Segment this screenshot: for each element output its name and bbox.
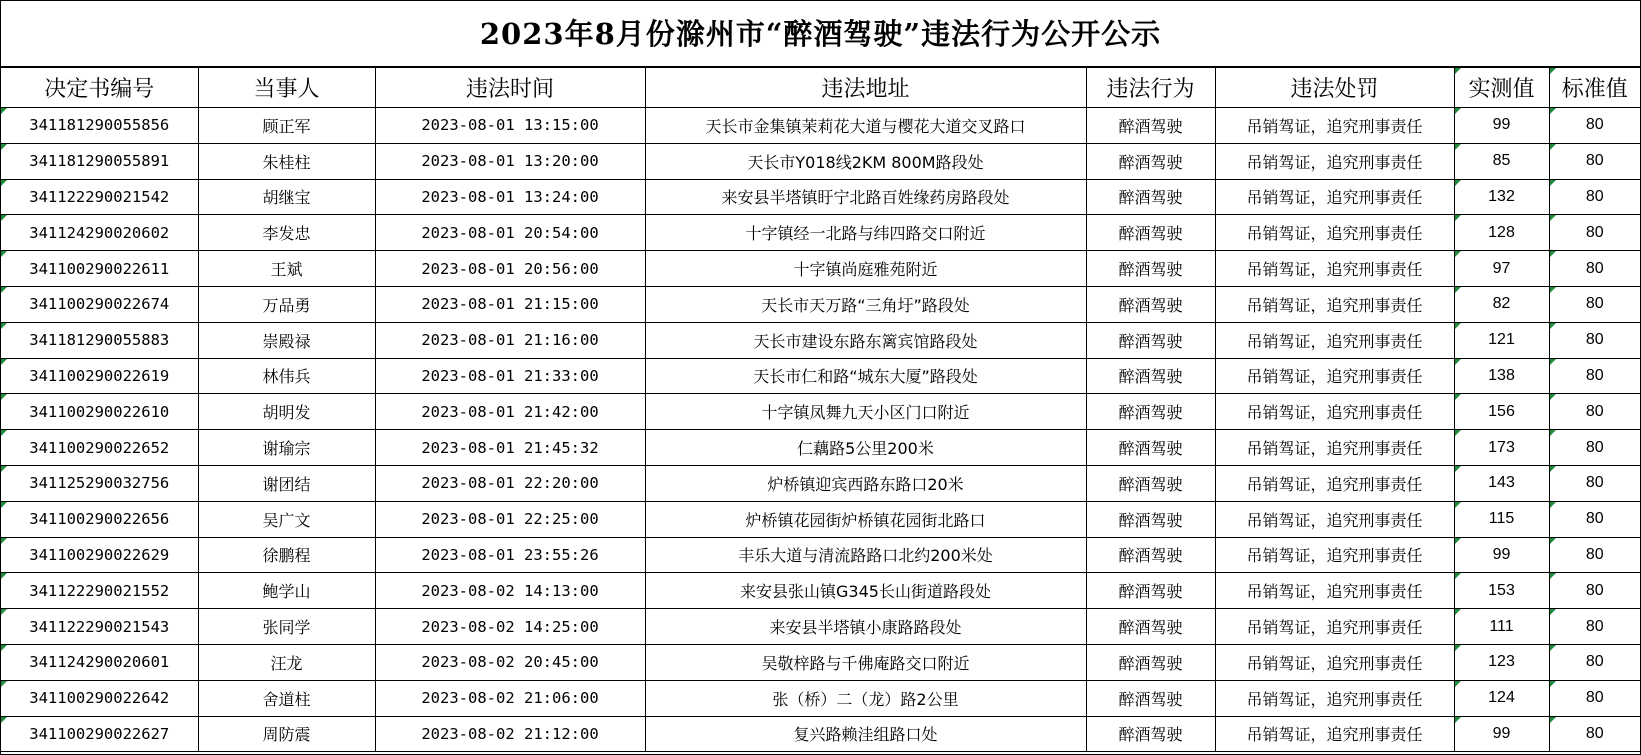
header-violation-time[interactable]: 违法时间	[375, 68, 645, 108]
table-row	[1, 215, 1640, 251]
violation-behavior-cell[interactable]: 醉酒驾驶	[1086, 501, 1215, 537]
violation-time-cell[interactable]: 2023-08-01 13:24:00	[375, 179, 645, 215]
violation-behavior-cell[interactable]: 醉酒驾驶	[1086, 286, 1215, 322]
measured-value-cell[interactable]: 132	[1454, 179, 1549, 215]
violation-time-cell[interactable]: 2023-08-01 22:20:00	[375, 465, 645, 501]
standard-value-cell[interactable]: 80	[1549, 322, 1640, 358]
violation-address-cell[interactable]: 复兴路赖洼组路口处	[645, 716, 1086, 752]
standard-value-cell[interactable]: 80	[1549, 358, 1640, 394]
table-row	[1, 680, 1640, 716]
violation-behavior-cell[interactable]: 醉酒驾驶	[1086, 322, 1215, 358]
party-cell[interactable]: 周防震	[198, 716, 375, 752]
violation-behavior-cell[interactable]: 醉酒驾驶	[1086, 644, 1215, 680]
penalty-cell[interactable]: 吊销驾证，追究刑事责任	[1215, 286, 1454, 322]
table-row	[1, 286, 1640, 322]
measured-value-cell[interactable]: 115	[1454, 501, 1549, 537]
table-row	[1, 358, 1640, 394]
violation-address-cell[interactable]: 天长市天万路“三角圩”路段处	[645, 286, 1086, 322]
standard-value-cell[interactable]: 80	[1549, 143, 1640, 179]
decision-number-cell[interactable]: 341122290021552	[1, 573, 198, 609]
penalty-cell[interactable]: 吊销驾证，追究刑事责任	[1215, 143, 1454, 179]
party-cell[interactable]: 徐鹏程	[198, 537, 375, 573]
decision-number-cell[interactable]: 341181290055856	[1, 108, 198, 144]
decision-number-cell[interactable]: 341100290022674	[1, 286, 198, 322]
violation-address-cell[interactable]: 十字镇凤舞九天小区门口附近	[645, 394, 1086, 430]
standard-value-cell[interactable]: 80	[1549, 394, 1640, 430]
violation-address-cell[interactable]: 十字镇经一北路与纬四路交口附近	[645, 215, 1086, 251]
violation-behavior-cell[interactable]: 醉酒驾驶	[1086, 215, 1215, 251]
violations-table	[1, 67, 1640, 752]
decision-number-cell[interactable]: 341100290022619	[1, 358, 198, 394]
measured-value-cell[interactable]: 143	[1454, 465, 1549, 501]
party-cell[interactable]: 胡继宝	[198, 179, 375, 215]
measured-value-cell[interactable]: 124	[1454, 680, 1549, 716]
violation-address-cell[interactable]: 天长市金集镇茉莉花大道与樱花大道交叉路口	[645, 108, 1086, 144]
penalty-cell[interactable]: 吊销驾证，追究刑事责任	[1215, 430, 1454, 466]
table-row	[1, 501, 1640, 537]
measured-value-cell[interactable]: 138	[1454, 358, 1549, 394]
violation-address-cell[interactable]: 十字镇尚庭雅苑附近	[645, 251, 1086, 287]
standard-value-cell[interactable]: 80	[1549, 215, 1640, 251]
decision-number-cell[interactable]: 341124290020601	[1, 644, 198, 680]
violation-behavior-cell[interactable]: 醉酒驾驶	[1086, 573, 1215, 609]
penalty-cell[interactable]: 吊销驾证，追究刑事责任	[1215, 394, 1454, 430]
header-penalty[interactable]: 违法处罚	[1215, 68, 1454, 108]
penalty-cell[interactable]: 吊销驾证，追究刑事责任	[1215, 179, 1454, 215]
violation-address-cell[interactable]: 天长市仁和路“城东大厦”路段处	[645, 358, 1086, 394]
decision-number-cell[interactable]: 341100290022611	[1, 251, 198, 287]
table-body	[1, 108, 1640, 752]
measured-value-cell[interactable]: 82	[1454, 286, 1549, 322]
measured-value-cell[interactable]: 99	[1454, 716, 1549, 752]
decision-number-cell[interactable]: 341100290022652	[1, 430, 198, 466]
violation-time-cell[interactable]: 2023-08-01 13:15:00	[375, 108, 645, 144]
violation-time-cell[interactable]: 2023-08-01 20:54:00	[375, 215, 645, 251]
penalty-cell[interactable]: 吊销驾证，追究刑事责任	[1215, 465, 1454, 501]
party-cell[interactable]: 吴广文	[198, 501, 375, 537]
measured-value-cell[interactable]: 173	[1454, 430, 1549, 466]
decision-number-cell[interactable]: 341100290022642	[1, 680, 198, 716]
standard-value-cell[interactable]: 80	[1549, 716, 1640, 752]
standard-value-cell[interactable]: 80	[1549, 609, 1640, 645]
violation-time-cell[interactable]: 2023-08-01 21:45:32	[375, 430, 645, 466]
table-row	[1, 644, 1640, 680]
penalty-cell[interactable]: 吊销驾证，追究刑事责任	[1215, 680, 1454, 716]
violation-address-cell[interactable]: 天长市Y018线2KM 800M路段处	[645, 143, 1086, 179]
violation-time-cell[interactable]: 2023-08-01 20:56:00	[375, 251, 645, 287]
measured-value-cell[interactable]: 153	[1454, 573, 1549, 609]
violation-behavior-cell[interactable]: 醉酒驾驶	[1086, 108, 1215, 144]
party-cell[interactable]: 王斌	[198, 251, 375, 287]
decision-number-cell[interactable]: 341100290022610	[1, 394, 198, 430]
decision-number-cell[interactable]: 341100290022629	[1, 537, 198, 573]
table-row	[1, 573, 1640, 609]
header-violation-behavior[interactable]: 违法行为	[1086, 68, 1215, 108]
penalty-cell[interactable]: 吊销驾证，追究刑事责任	[1215, 537, 1454, 573]
table-row	[1, 430, 1640, 466]
party-cell[interactable]: 胡明发	[198, 394, 375, 430]
header-measured-value[interactable]: 实测值	[1454, 68, 1549, 108]
measured-value-cell[interactable]: 128	[1454, 215, 1549, 251]
violation-behavior-cell[interactable]: 醉酒驾驶	[1086, 537, 1215, 573]
violation-time-cell[interactable]: 2023-08-02 14:13:00	[375, 573, 645, 609]
decision-number-cell[interactable]: 341122290021543	[1, 609, 198, 645]
penalty-cell[interactable]: 吊销驾证，追究刑事责任	[1215, 573, 1454, 609]
violation-time-cell[interactable]: 2023-08-02 14:25:00	[375, 609, 645, 645]
standard-value-cell[interactable]: 80	[1549, 680, 1640, 716]
violation-address-cell[interactable]: 炉桥镇迎宾西路东路口20米	[645, 465, 1086, 501]
measured-value-cell[interactable]: 111	[1454, 609, 1549, 645]
decision-number-cell[interactable]: 341181290055883	[1, 322, 198, 358]
decision-number-cell[interactable]: 341122290021542	[1, 179, 198, 215]
violation-time-cell[interactable]: 2023-08-02 21:12:00	[375, 716, 645, 752]
measured-value-cell[interactable]: 85	[1454, 143, 1549, 179]
penalty-cell[interactable]: 吊销驾证，追究刑事责任	[1215, 644, 1454, 680]
violation-address-cell[interactable]: 来安县半塔镇盱宁北路百姓缘药房路段处	[645, 179, 1086, 215]
penalty-cell[interactable]: 吊销驾证，追究刑事责任	[1215, 501, 1454, 537]
standard-value-cell[interactable]: 80	[1549, 430, 1640, 466]
penalty-cell[interactable]: 吊销驾证，追究刑事责任	[1215, 358, 1454, 394]
penalty-cell[interactable]: 吊销驾证，追究刑事责任	[1215, 609, 1454, 645]
penalty-cell[interactable]: 吊销驾证，追究刑事责任	[1215, 215, 1454, 251]
table-row	[1, 322, 1640, 358]
standard-value-cell[interactable]: 80	[1549, 644, 1640, 680]
violation-address-cell[interactable]: 丰乐大道与清流路路口北约200米处	[645, 537, 1086, 573]
violation-behavior-cell[interactable]: 醉酒驾驶	[1086, 680, 1215, 716]
measured-value-cell[interactable]: 97	[1454, 251, 1549, 287]
party-cell[interactable]: 林伟兵	[198, 358, 375, 394]
violation-address-cell[interactable]: 天长市建设东路东篱宾馆路段处	[645, 322, 1086, 358]
violation-behavior-cell[interactable]: 醉酒驾驶	[1086, 394, 1215, 430]
party-cell[interactable]: 崇殿禄	[198, 322, 375, 358]
standard-value-cell[interactable]: 80	[1549, 537, 1640, 573]
party-cell[interactable]: 汪龙	[198, 644, 375, 680]
decision-number-cell[interactable]: 341125290032756	[1, 465, 198, 501]
violation-behavior-cell[interactable]: 醉酒驾驶	[1086, 465, 1215, 501]
standard-value-cell[interactable]: 80	[1549, 501, 1640, 537]
penalty-cell[interactable]: 吊销驾证，追究刑事责任	[1215, 108, 1454, 144]
header-violation-address[interactable]: 违法地址	[645, 68, 1086, 108]
violation-behavior-cell[interactable]: 醉酒驾驶	[1086, 609, 1215, 645]
table-row	[1, 537, 1640, 573]
party-cell[interactable]: 舍道柱	[198, 680, 375, 716]
table-row	[1, 394, 1640, 430]
header-party[interactable]: 当事人	[198, 68, 375, 108]
violation-behavior-cell[interactable]: 醉酒驾驶	[1086, 179, 1215, 215]
violation-address-cell[interactable]: 来安县半塔镇小康路路段处	[645, 609, 1086, 645]
violation-time-cell[interactable]: 2023-08-01 23:55:26	[375, 537, 645, 573]
violation-behavior-cell[interactable]: 醉酒驾驶	[1086, 143, 1215, 179]
violation-behavior-cell[interactable]: 醉酒驾驶	[1086, 430, 1215, 466]
violation-time-cell[interactable]: 2023-08-01 21:42:00	[375, 394, 645, 430]
party-cell[interactable]: 谢团结	[198, 465, 375, 501]
violation-time-cell[interactable]: 2023-08-01 21:16:00	[375, 322, 645, 358]
header-standard-value[interactable]: 标准值	[1549, 68, 1640, 108]
violation-time-cell[interactable]: 2023-08-01 22:25:00	[375, 501, 645, 537]
violation-behavior-cell[interactable]: 醉酒驾驶	[1086, 716, 1215, 752]
violation-behavior-cell[interactable]: 醉酒驾驶	[1086, 358, 1215, 394]
party-cell[interactable]: 鲍学山	[198, 573, 375, 609]
party-cell[interactable]: 谢瑜宗	[198, 430, 375, 466]
violation-time-cell[interactable]: 2023-08-01 21:15:00	[375, 286, 645, 322]
sheet-title: 2023年8月份滁州市“醉酒驾驶”违法行为公开公示	[1, 1, 1640, 67]
measured-value-cell[interactable]: 156	[1454, 394, 1549, 430]
penalty-cell[interactable]: 吊销驾证，追究刑事责任	[1215, 322, 1454, 358]
party-cell[interactable]: 李发忠	[198, 215, 375, 251]
header-row	[1, 68, 1640, 108]
violation-time-cell[interactable]: 2023-08-01 21:33:00	[375, 358, 645, 394]
violation-address-cell[interactable]: 来安县张山镇G345长山街道路段处	[645, 573, 1086, 609]
table-row	[1, 108, 1640, 144]
decision-number-cell[interactable]: 341100290022627	[1, 716, 198, 752]
penalty-cell[interactable]: 吊销驾证，追究刑事责任	[1215, 251, 1454, 287]
violation-time-cell[interactable]: 2023-08-02 21:06:00	[375, 680, 645, 716]
standard-value-cell[interactable]: 80	[1549, 108, 1640, 144]
standard-value-cell[interactable]: 80	[1549, 179, 1640, 215]
measured-value-cell[interactable]: 99	[1454, 537, 1549, 573]
standard-value-cell[interactable]: 80	[1549, 465, 1640, 501]
standard-value-cell[interactable]: 80	[1549, 251, 1640, 287]
violation-time-cell[interactable]: 2023-08-02 20:45:00	[375, 644, 645, 680]
standard-value-cell[interactable]: 80	[1549, 573, 1640, 609]
violation-address-cell[interactable]: 炉桥镇花园街炉桥镇花园街北路口	[645, 501, 1086, 537]
party-cell[interactable]: 顾正军	[198, 108, 375, 144]
table-row	[1, 179, 1640, 215]
table-row	[1, 609, 1640, 645]
measured-value-cell[interactable]: 99	[1454, 108, 1549, 144]
decision-number-cell[interactable]: 341124290020602	[1, 215, 198, 251]
table-row	[1, 716, 1640, 752]
decision-number-cell[interactable]: 341100290022656	[1, 501, 198, 537]
table-row	[1, 143, 1640, 179]
violation-address-cell[interactable]: 张（桥）二（龙）路2公里	[645, 680, 1086, 716]
party-cell[interactable]: 万品勇	[198, 286, 375, 322]
violation-behavior-cell[interactable]: 醉酒驾驶	[1086, 251, 1215, 287]
penalty-cell[interactable]: 吊销驾证，追究刑事责任	[1215, 716, 1454, 752]
measured-value-cell[interactable]: 123	[1454, 644, 1549, 680]
table-row	[1, 251, 1640, 287]
violation-address-cell[interactable]: 仁藕路5公里200米	[645, 430, 1086, 466]
header-decision-number[interactable]: 决定书编号	[1, 68, 198, 108]
party-cell[interactable]: 朱桂柱	[198, 143, 375, 179]
decision-number-cell[interactable]: 341181290055891	[1, 143, 198, 179]
table-row	[1, 465, 1640, 501]
standard-value-cell[interactable]: 80	[1549, 286, 1640, 322]
violation-address-cell[interactable]: 吴敬梓路与千佛庵路交口附近	[645, 644, 1086, 680]
party-cell[interactable]: 张同学	[198, 609, 375, 645]
violation-time-cell[interactable]: 2023-08-01 13:20:00	[375, 143, 645, 179]
measured-value-cell[interactable]: 121	[1454, 322, 1549, 358]
